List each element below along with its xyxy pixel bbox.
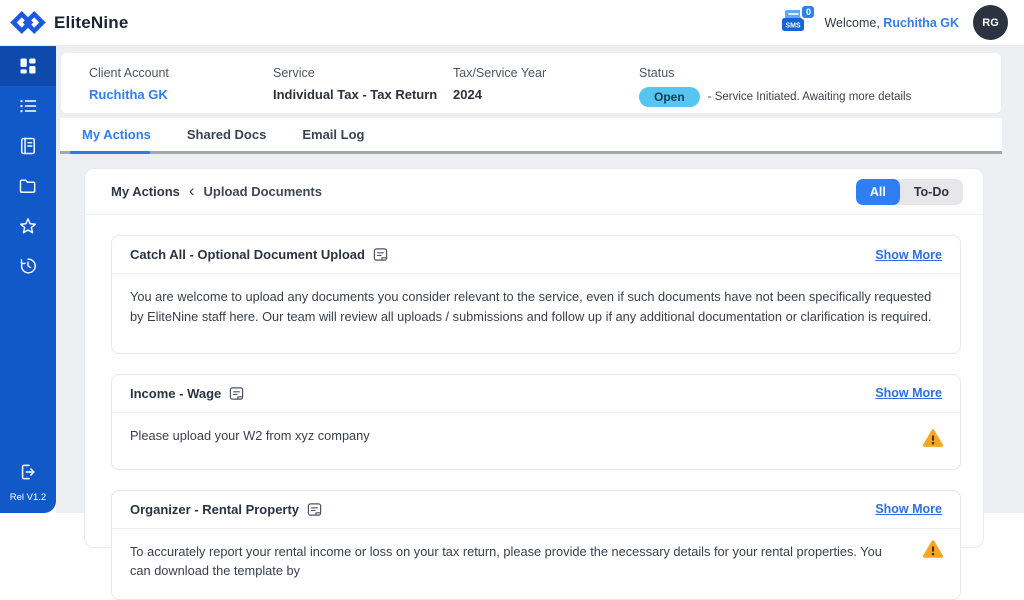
client-account-label: Client Account (89, 66, 169, 80)
sidebar-item-favorites[interactable] (0, 206, 56, 246)
panel-header (85, 169, 983, 215)
sidebar-item-list[interactable] (0, 86, 56, 126)
avatar[interactable]: RG (973, 5, 1008, 40)
status-note: - Service Initiated. Awaiting more details (707, 91, 912, 103)
show-more-link[interactable]: Show More (875, 386, 942, 401)
card-title: Organizer - Rental Property (130, 501, 300, 517)
tab-my-actions[interactable]: My Actions (82, 127, 151, 142)
tax-year-label: Tax/Service Year (453, 66, 547, 80)
service-label: Service (273, 66, 315, 80)
main-content (56, 46, 1024, 579)
star-icon (18, 216, 38, 236)
breadcrumb (111, 181, 322, 200)
card-title: Catch All - Optional Document Upload (130, 247, 365, 262)
tax-year-field (453, 66, 639, 102)
breadcrumb-my-actions[interactable]: My Actions (111, 184, 180, 199)
sms-messages-button[interactable] (778, 8, 810, 38)
sidebar-logout-button[interactable] (0, 452, 56, 492)
sidebar-item-dashboard[interactable] (0, 46, 56, 86)
tab-bar (60, 118, 1002, 154)
release-version: Rel V1.2 (9, 492, 47, 503)
warning-icon (922, 539, 944, 565)
user-name-link[interactable]: Ruchitha GK (883, 15, 959, 30)
filter-todo-button[interactable]: To-Do (913, 184, 949, 199)
topbar-right (778, 5, 1024, 40)
elitenine-logo-icon (12, 9, 44, 36)
folder-icon (18, 176, 38, 196)
client-info-bar (60, 52, 1002, 114)
filter-toggle (856, 179, 963, 205)
actions-panel (84, 168, 984, 579)
list-icon (18, 96, 38, 116)
service-field (273, 66, 453, 102)
top-bar (0, 0, 1024, 46)
action-card-catch-all (111, 235, 961, 354)
note-icon (373, 247, 388, 262)
welcome-text: Welcome, Ruchitha GK (824, 15, 959, 30)
svg-text:SMS: SMS (785, 22, 802, 29)
note-icon (229, 386, 244, 401)
brand-name: EliteNine (54, 12, 129, 32)
tab-underline (60, 151, 1002, 154)
status-badge: Open (639, 87, 700, 107)
sidebar-item-history[interactable] (0, 246, 56, 286)
sidebar-item-documents[interactable] (0, 126, 56, 166)
action-card-rental-organizer (111, 490, 961, 600)
chevron-left-icon: ‹ (188, 181, 195, 200)
tab-shared-docs[interactable]: Shared Docs (186, 127, 267, 142)
client-account-value[interactable]: Ruchitha GK (89, 87, 168, 102)
sidebar (0, 46, 56, 513)
card-title: Income - Wage (130, 385, 222, 401)
tab-underline-active (70, 151, 150, 154)
dashboard-icon (18, 56, 38, 76)
note-icon (307, 502, 322, 517)
show-more-link[interactable]: Show More (875, 502, 942, 517)
brand (0, 9, 129, 36)
show-more-link[interactable]: Show More (875, 247, 942, 262)
client-account-field (89, 66, 273, 102)
warning-icon (922, 428, 944, 454)
filter-all-button[interactable]: All (856, 179, 900, 205)
tax-year-value: 2024 (453, 87, 482, 102)
card-body: To accurately report your rental income or loss on your tax return, please provide the necessary details for your rental properties. You can download the template by (112, 529, 960, 600)
action-card-income-wage (111, 374, 961, 470)
card-body: You are welcome to upload any documents you consider relevant to the service, even if such documents have not been specifically requested by EliteNine staff here. Our team will review all uploads / submissions and follow up if any additional documentation or clarification is required. (130, 289, 932, 324)
tab-email-log[interactable]: Email Log (302, 127, 365, 142)
breadcrumb-current: Upload Documents (203, 184, 322, 199)
status-field (639, 66, 1001, 107)
service-value: Individual Tax - Tax Return (273, 87, 438, 102)
card-body: Please upload your W2 from xyz company (112, 413, 960, 469)
logout-icon (18, 462, 38, 482)
status-label: Status (639, 66, 675, 80)
history-icon (18, 256, 38, 276)
sms-count-badge: 0 (800, 4, 816, 20)
sidebar-item-folder[interactable] (0, 166, 56, 206)
documents-icon (18, 136, 38, 156)
